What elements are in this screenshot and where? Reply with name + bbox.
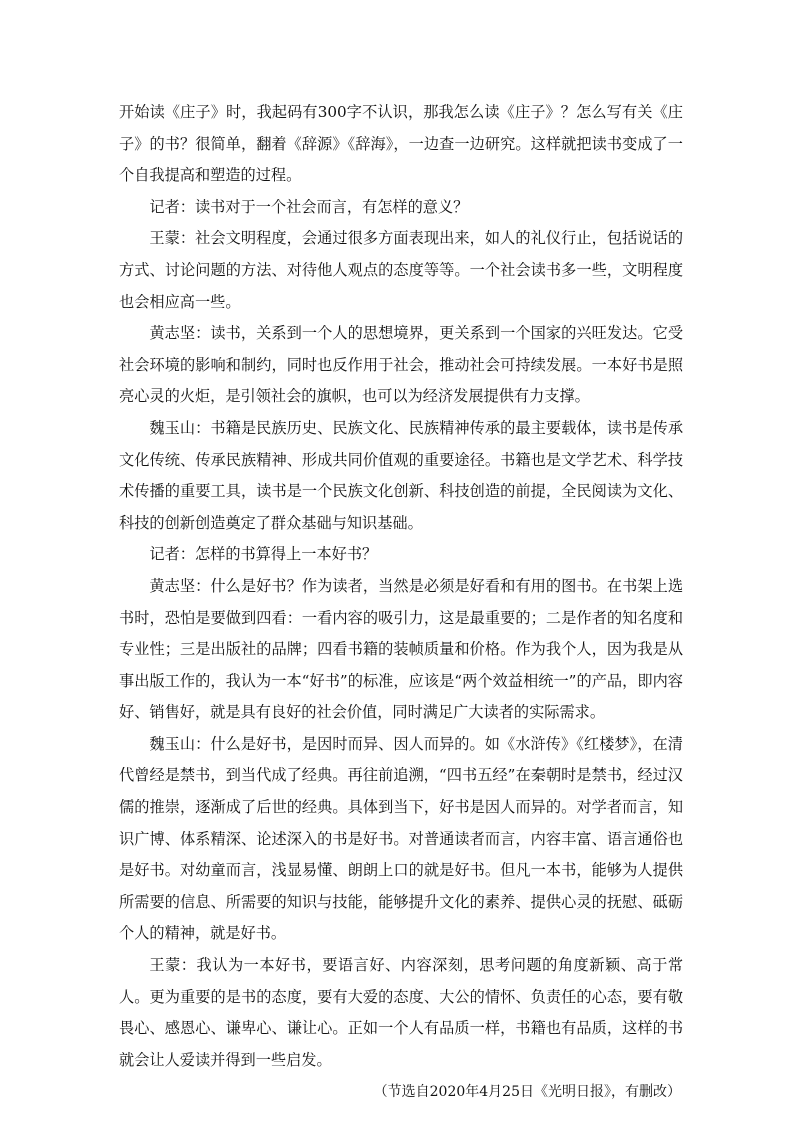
paragraph-continuation: 开始读《庄子》时，我起码有300字不认识，那我怎么读《庄子》？怎么写有关《庄子》的书？很简单，翻着《辞源》《辞海》，一边查一边研究。这样就把读书变成了一个自我提高和塑造的过程。 xyxy=(119,103,683,185)
paragraph-wei-yushan-1: 魏玉山：书籍是民族历史、民族文化、民族精神传承的最主要载体，读书是传承文化传统、传承民族精神、形成共同价值观的重要途径。书籍也是文学艺术、科学技术传播的重要工具，读书是一个民族文化创新、科技创造的前提，全民阅读为文化、科技的创新创造奠定了群众基础与知识基础。 xyxy=(119,418,683,532)
paragraph-wang-meng-2: 王蒙：我认为一本好书，要语言好、内容深刻，思考问题的角度新颖、高于常人。更为重要的是书的态度，要有大爱的态度、大公的情怀、负责任的心态，要有敬畏心、感恩心、谦卑心、谦让心。正如一个人有品质一样，书籍也有品质，这样的书就会让人爱读并得到一些启发。 xyxy=(119,956,683,1069)
source-citation: （节选自2020年4月25日《光明日报》，有删改） xyxy=(373,1084,681,1101)
paragraph-wang-meng-1: 王蒙：社会文明程度，会通过很多方面表现出来，如人的礼仪行止，包括说话的方式、讨论问题的方法、对待他人观点的态度等等。一个社会读书多一些，文明程度也会相应高一些。 xyxy=(119,229,683,311)
paragraph-wei-yushan-2: 魏玉山：什么是好书，是因时而异、因人而异的。如《水浒传》《红楼梦》，在清代曾经是禁书，到当代成了经典。再往前追溯，“四书五经”在秦朝时是禁书，经过汉儒的推崇，逐渐成了后世的经典。具体到当下，好书是因人而异的。对学者而言，知识广博、体系精深、论述深入的书是好书。对普通读者而言，内容丰富、语言通俗也是好书。对幼童而言，浅显易懂、朗朗上口的就是好书。但凡一本书，能够为人提供所需要的信息、所需要的知识与技能，能够提升文化的素养、提供心灵的抚慰、砥砺个人的精神，就是好书。 xyxy=(119,734,683,943)
paragraph-reporter-question-1: 记者：读书对于一个社会而言，有怎样的意义？ xyxy=(149,197,469,216)
paragraph-reporter-question-2: 记者：怎样的书算得上一本好书？ xyxy=(149,545,378,564)
article-body xyxy=(119,97,683,1108)
paragraph-huang-zhijian-1: 黄志坚：读书，关系到一个人的思想境界，更关系到一个国家的兴旺发达。它受社会环境的影响和制约，同时也反作用于社会，推动社会可持续发展。一本好书是照亮心灵的火炬，是引领社会的旗帜，也可以为经济发展提供有力支撑。 xyxy=(119,324,683,406)
paragraph-huang-zhijian-2: 黄志坚：什么是好书？作为读者，当然是必须是好看和有用的图书。在书架上选书时，恐怕是要做到四看：一看内容的吸引力，这是最重要的；二是作者的知名度和专业性；三是出版社的品牌；四看书籍的装帧质量和价格。作为我个人，因为我是从事出版工作的，我认为一本“好书”的标准，应该是“两个效益相统一”的产品，即内容好、销售好，就是具有良好的社会价值，同时满足广大读者的实际需求。 xyxy=(119,576,683,722)
